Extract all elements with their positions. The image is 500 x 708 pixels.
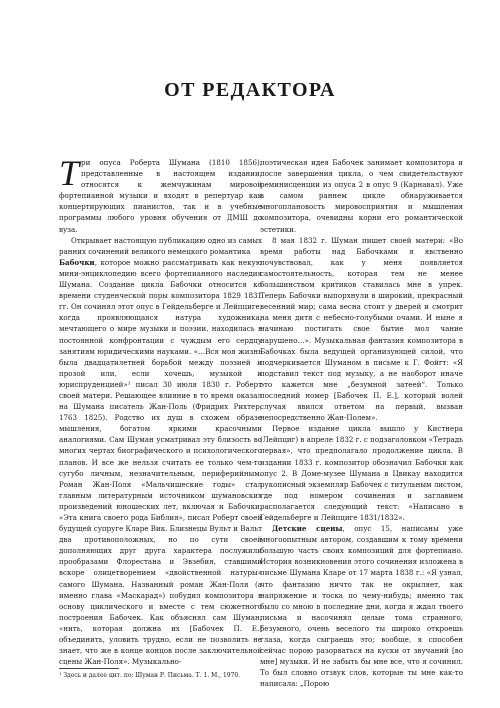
page-title: ОТ РЕДАКТОРА — [164, 79, 336, 101]
paragraph-text: Открывает настоящую публикацию одно из самых ранних сочинений великого немецкого романтика — [59, 235, 262, 256]
paragraph — [260, 423, 463, 523]
paragraph-text: поэтическая идея Бабочек занимает композитора и после завершения цикла, о чем свидетельствуют реминисценции из опуса 2 в опус 9 (Карнавал). Уже в самом раннем цикле обнаруживается многоплановость мировосприятия и мышления композитора, очевидны корни его романтической эстетики. — [260, 158, 463, 234]
paragraph-text: , опус 15, написаны уже многоопытным автором, создавшим к тому времени большую часть своих композиций для фортепиано. История возникновения этого сочинения изложена в письме Шумана Кларе от 17 марта 1838 г.: «Я узнал, что фантазию ничто так не окрыляет, как напряжение и тоска по чему-нибудь; именно так было со мною в последние дни, когда я ждал твоего письма и насочинял целые тома странного, безумного, очень веселого ты широко откроешь глаза, когда сыграешь это; вообще, я способен сейчас порою разорваться на куски от звучаний [во мне] музыки. И не забыть бы мне все, что я сочинил. То был словно отзвук слов, которые ты мне как-то написала: „Порою — [260, 524, 464, 689]
paragraph — [59, 235, 262, 257]
work-title: Бабочки — [59, 257, 95, 267]
paragraph — [59, 257, 262, 667]
paragraph — [59, 153, 262, 235]
paragraph-text: , которое можно рассматривать как некую мини-энциклопедию всего фортепианного наследия Шумана. Создание цикла Бабочки относится ко времени студенческой поры композитора 1829 1831 гг. Он сочинял этот опус в Гейдельберге и Лейпциге, когда проявляющаяся натура художника, мечтающего о мире музыки и поэзии, находилась в постоянной конфронтации с чуждым его сердцу занятиям юридическими науками. «…Вся моя жизнь была двадцатилетней борьбой между поэзией и прозой или, если хочешь, музыкой и юриспруденцией»¹ писал 30 июля 1830 г. Роберт своей матери. Решающее влияние в то время оказал на Шумана писатель Жан-Поль (Фридрих Рихтер, 1763 1825). Родство их душ в схожем образе мышления, богатом яркими красочными аналогиями. Сам Шуман усматривал эту близость во многих чертах биографического и психологического планов. И все же нельзя считать ее только чем-то сугубо личным, незначительным, периферийным. Роман Жан-Поля «Мальчишеские годы» стал главным литературным источником шумановских произведений юношеских лет, включая и Бабочки. «Эта книга своего рода Библия», писал Роберт своей будущей супруге Кларе Вик. Близнецы Вульт и Вальт два противоположных, но по сути своей дополняющих друг друга характера послужили прообразами Флорестана и Эвзебия, ставшими вскоре олицетворением «двойственной натуры» самого Шумана. Названный роман Жан-Поля (а именно глава «Маскарад») побудил композитора в основу циклического и вместе с тем сюжетного построения Бабочек. Как объяснял сам Шуман, «нить, которая должна их [Бабочек П. Е.] объединить, уловить трудно, если не позволить не знает, что же в конце концов после заключительной сцены Жан-Поля». Музыкально- — [59, 257, 262, 667]
paragraph-text: ри опуса Роберта Шумана (1810 1856), представленные в настоящем издании, относятся к жемчужинам мировой фортепианной музыки и входят в репертуар как концертирующих пианистов, так и в учебные программы любого уровня обучения от ДМШ до вуза. — [59, 158, 262, 234]
paragraph — [260, 157, 463, 235]
drop-cap: Т — [59, 153, 80, 193]
footnote: ¹ Здесь и далее цит. по: Шуман Р. Письма. Т. 1. М., 1970. — [59, 672, 241, 679]
left-column — [59, 153, 262, 667]
footnote-rule — [59, 668, 119, 669]
right-column — [260, 157, 463, 690]
paragraph-text: Первое издание цикла вышло у Кистнера (Лейпциг) в апреле 1832 г. с подзаголовком «Тетрадь первая», что предполагало продолжение цикла. В издании 1833 г. композитор обозначил Бабочки как опус 2. В Доме-музее Шумана в Цвикау находится рукописный экземпляр Бабочек с титульным листом, где под номером сочинения и заглавием располагается следующий текст: «Написано в Гейдельберге и Лейпциге 1831/1832». — [260, 424, 463, 522]
paragraph — [260, 523, 463, 689]
paragraph — [260, 235, 463, 424]
paragraph-text: 8 мая 1832 г. Шуман пишет своей матери: «Во время работы над Бабочками я явственно почувствовал, как у меня появляется самостоятельность, которая тем не менее большинством критиков ставилась мне в упрек. Теперь Бабочки выпорхнули в широкий, прекрасный весенний мир; сама весна стоит у дверей и смотрит на меня дитя с небесно-голубыми очами. И ныне я начинаю постигать свое бытие мол чание нарушено…». Музыкальная фантазия композитора в Бабочках была ведущей организующей силой, что подчеркивается Шуманом в письме к Г. Фойгт: «Я подставил текст под музыку, а не наоборот иначе это кажется мне „безумной затеей“. Только последний номер [Бабочек П. Е.], который волей случая явился ответом на первый, вызван непосредственно Жан-Полем». — [260, 235, 463, 423]
work-title: Детские сцены — [272, 524, 343, 534]
